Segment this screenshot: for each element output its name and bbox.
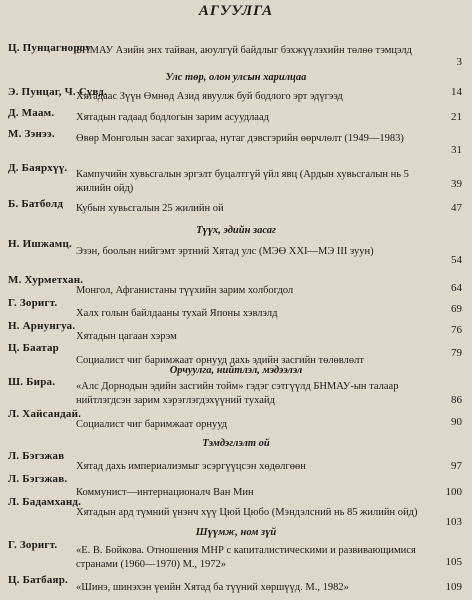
section-heading: Тэмдэглэлт ой <box>202 438 270 449</box>
entry-author: Г. Зоригт. <box>8 539 58 551</box>
entry-author: М. Зэнээ. <box>8 128 55 140</box>
entry-page: 86 <box>451 394 462 406</box>
entry-title: Эзэн, боолын нийгэмт эртний Хятад улс (МЭӨ XXI—МЭ III зуун) <box>76 246 374 257</box>
entry-title: Кубын хувьсгалын 25 жилийн ой <box>76 203 224 214</box>
entry-page: 97 <box>451 460 462 472</box>
entry-author: Н. Ишжамц. <box>8 238 72 250</box>
entry-title: «Е. В. Бойкова. Отношения МНР с капиталистическими и развивающимися странами (1960—1970) М., 1972» <box>76 545 416 570</box>
section-heading: Орчуулга, нийтлэл, мэдээлэл <box>169 365 303 376</box>
entry-title: Хятадын цагаан хэрэм <box>76 331 177 342</box>
entry-title: Халх голын байлдааны тухай Японы хэвлэлд <box>76 308 278 319</box>
entry-author: Г. Зоригт. <box>8 297 58 309</box>
entry-author: Ш. Бира. <box>8 376 56 388</box>
entry-author: Э. Пунцаг, Ч. Сувд. <box>8 86 107 98</box>
entry-title: Хятад дахь империализмыг эсэргүүцсэн хөдөлгөөн <box>76 461 306 472</box>
page-title: АГУУЛГА <box>198 3 274 19</box>
entry-title: БНМАУ Азийн энх тайван, аюулгүй байдлыг бэхжүүлэхийн төлөө тэмцэлд <box>76 45 412 56</box>
entry-author: Б. Батболд <box>8 198 64 210</box>
entry-page: 64 <box>451 282 462 294</box>
entry-author: Ц. Баатар <box>8 342 59 354</box>
entry-author: Л. Бадамханд. <box>8 496 82 508</box>
section-heading: Түүх, эдийн засаг <box>196 225 276 236</box>
entry-title: Кампучийн хувьсгалын эргэлт буцалтгүй үйл явц (Ардын хувьсгалын нь 5 жилийн ойд) <box>76 169 409 194</box>
entry-page: 54 <box>451 254 462 266</box>
entry-title: Хятадын гадаад бодлогын зарим асуудлаад <box>76 112 269 123</box>
entry-author: Л. Хайсандай. <box>8 408 82 420</box>
entry-page: 31 <box>451 144 462 156</box>
entry-page: 69 <box>451 303 462 315</box>
entry-page: 103 <box>445 516 462 528</box>
entry-author: Ц. Батбаяр. <box>8 574 68 586</box>
entry-page: 47 <box>451 202 462 214</box>
entry-author: Ц. Пунцагнорov <box>8 42 92 54</box>
entry-page: 79 <box>451 347 462 359</box>
entry-page: 14 <box>451 86 462 98</box>
entry-title: Өвөр Монголын засаг захиргаа, нутаг дэвсгэрийн өөрчлөлт (1949—1983) <box>76 133 404 144</box>
entry-page: 39 <box>451 178 462 190</box>
entry-title: Социалист чиг баримжаат орнууд дахь эдийн засгийн төлөвлөлт <box>76 355 364 366</box>
entry-author: М. Хурметхан. <box>8 274 84 286</box>
entry-page: 76 <box>451 324 462 336</box>
entry-author: Н. Арнунгуа. <box>8 320 76 332</box>
entry-page: 100 <box>445 486 462 498</box>
entry-page: 90 <box>451 416 462 428</box>
entry-title: «Шинэ, шинэхэн үеийн Хятад ба түүний хөршүүд. М., 1982» <box>76 582 349 593</box>
entry-title: Коммунист—интернационалч Ван Мин <box>76 487 254 498</box>
entry-author: Д. Баярхүү. <box>8 162 68 174</box>
entry-author: Д. Маам. <box>8 107 55 119</box>
entry-title: Социалист чиг баримжаат орнууд <box>76 419 228 430</box>
entry-page: 109 <box>445 581 462 593</box>
entry-page: 3 <box>456 56 462 68</box>
entry-title: Хятадаас Зүүн Өмнөд Азид явуулж буй бодлого эрт эдүгээд <box>76 91 343 102</box>
entry-page: 21 <box>451 111 462 123</box>
entry-title: «Алс Дорнодын эдийн засгийн тойм» гэдэг сэтгүүлд БНМАУ-ын талаар нийтлэгдсэн зарим хэрэглэгдэхүүний тухайд <box>76 381 399 406</box>
entry-author: Л. Бэгзжав. <box>8 473 68 485</box>
entry-title: Хятадын ард түмний үнэнч хүү Цюй Цюбо (Мэндэлсний нь 85 жилийн ойд) <box>76 507 418 518</box>
entry-title: Монгол, Афганистаны түүхийн зарим холбогдол <box>76 285 294 296</box>
section-heading: Улс төр, олон улсын харилцаа <box>165 72 307 83</box>
entry-page: 105 <box>445 556 462 568</box>
section-heading: Шүүмж, ном зүй <box>195 527 277 538</box>
entry-author: Л. Бэгзжав <box>8 450 65 462</box>
